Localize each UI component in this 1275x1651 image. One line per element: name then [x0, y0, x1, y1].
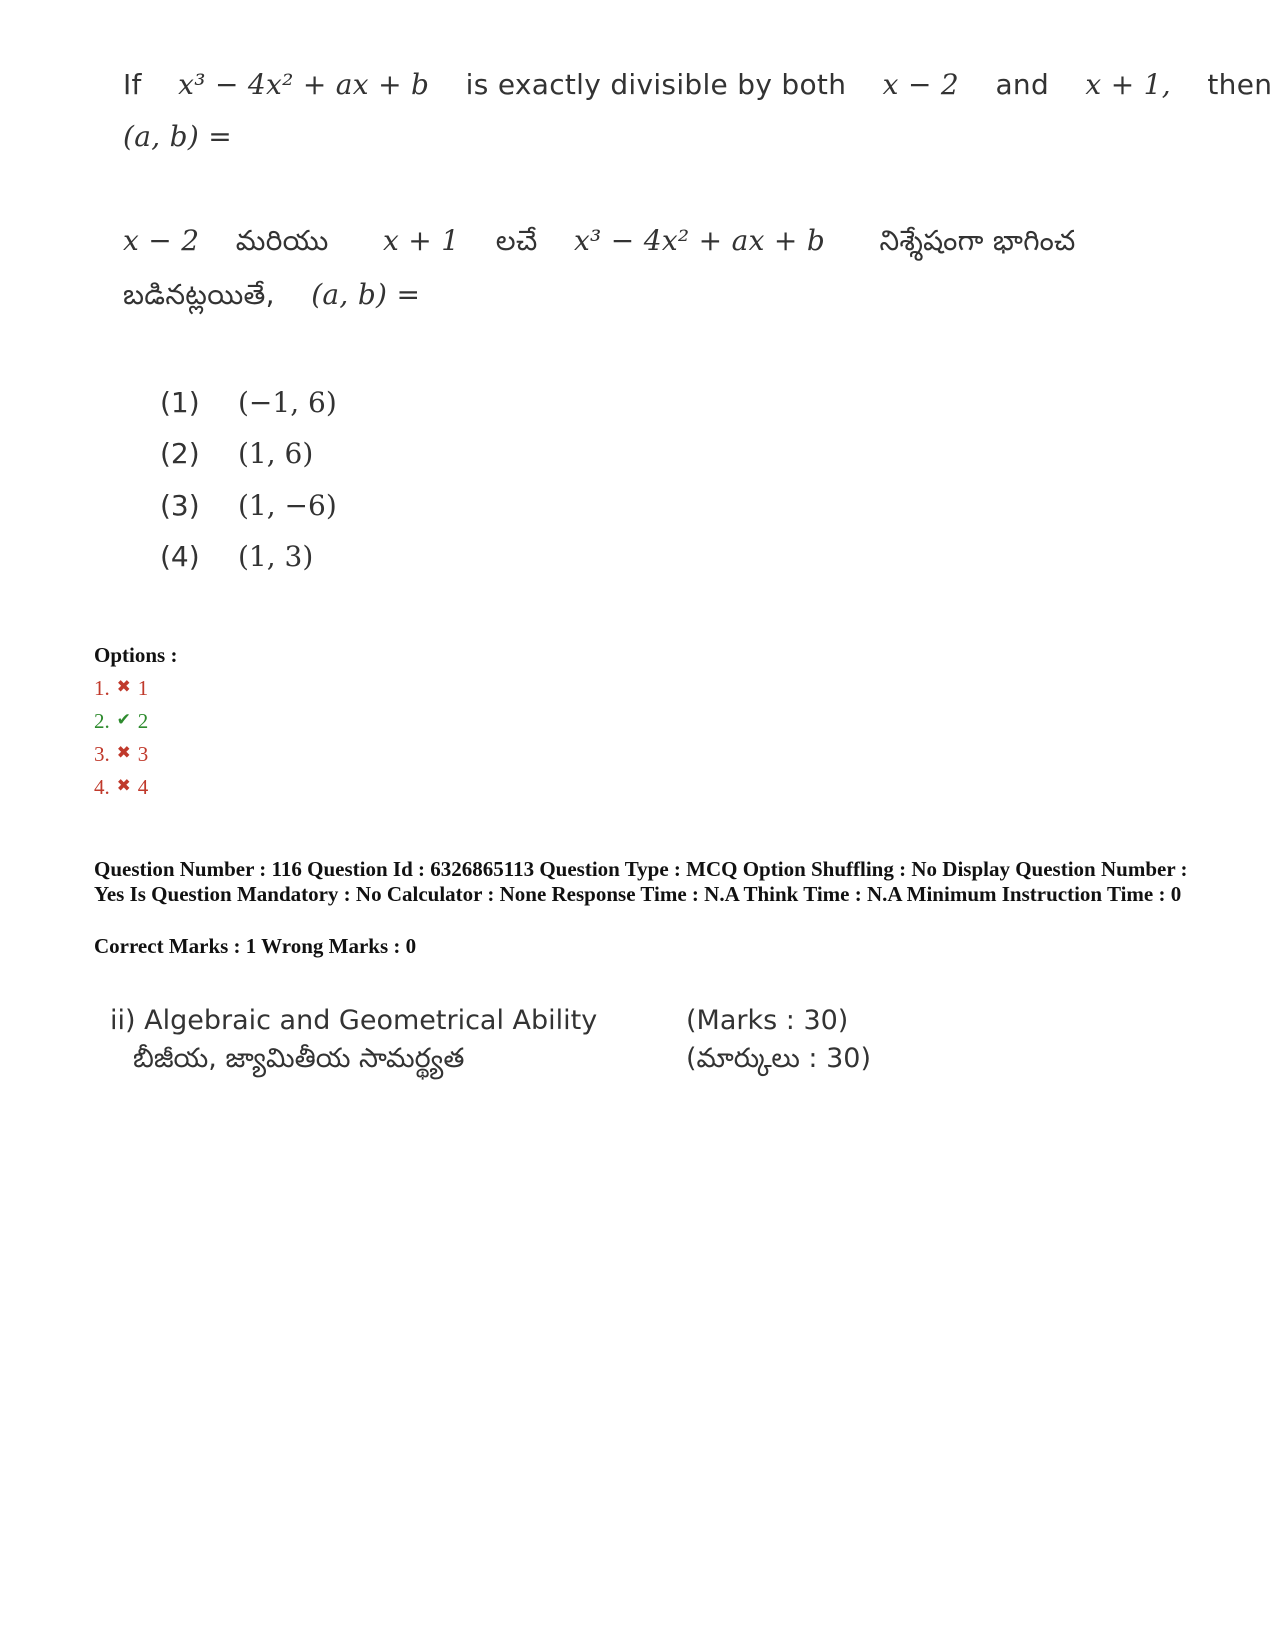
factor-1: x − 2	[882, 68, 960, 101]
choice-label: 1	[137, 676, 149, 700]
choice-label: 2	[137, 709, 149, 733]
section-title-english: ii) Algebraic and Geometrical Ability	[110, 1005, 598, 1036]
question-text: నిశ్శేషంగా భాగించ	[879, 224, 1076, 257]
cross-icon: ✖	[116, 776, 131, 795]
question-text: then	[1207, 68, 1273, 101]
question-text: లచే	[495, 224, 538, 257]
option-number: (4)	[160, 540, 200, 573]
question-text: and	[995, 68, 1050, 101]
polynomial: x³ − 4x² + ax + b	[573, 224, 826, 257]
section-marks-telugu: (మార్కులు : 30)	[686, 1043, 871, 1074]
choice-label: 4	[137, 775, 149, 799]
option-number: (1)	[160, 386, 200, 419]
polynomial: x³ − 4x² + ax + b	[178, 68, 430, 101]
options-heading: Options :	[94, 643, 178, 667]
question-text: is exactly divisible by both	[465, 68, 847, 101]
option-number: (3)	[160, 489, 200, 522]
option-number: (2)	[160, 437, 200, 470]
section-title-telugu: బీజీయ, జ్యామితీయ సామర్థ్యత	[133, 1043, 465, 1074]
choice-4	[94, 775, 148, 800]
choice-2	[94, 709, 148, 734]
question-ask: (a, b) =	[311, 278, 421, 311]
choice-1	[94, 676, 148, 701]
option-value: (1, 3)	[238, 540, 314, 573]
answer-option-1	[160, 386, 337, 419]
factor-1: x − 2	[123, 224, 200, 257]
question-text: బడినట్లయితే,	[123, 278, 275, 311]
question-ask: (a, b) =	[123, 120, 233, 153]
choice-index: 3.	[94, 742, 110, 766]
option-value: (1, 6)	[238, 437, 314, 470]
question-telugu-line-2	[123, 278, 420, 318]
question-telugu-line-1	[123, 224, 1076, 264]
question-text: If	[123, 68, 142, 101]
factor-2: x + 1,	[1085, 68, 1171, 101]
choice-index: 4.	[94, 775, 110, 799]
question-english-line-2	[123, 120, 232, 153]
answer-option-3	[160, 489, 337, 522]
answer-option-2	[160, 437, 313, 470]
factor-2: x + 1	[383, 224, 460, 257]
question-text: మరియు	[235, 224, 329, 257]
question-info: Question Number : 116 Question Id : 6326865113 Question Type : MCQ Option Shuffling : No Display Question Number : Yes Is Question Mandatory : No Calculator : None Response Time : N.A Think Time : N.A Minimum Instruction Time : 0	[94, 857, 1188, 906]
option-value: (1, −6)	[238, 489, 337, 522]
choice-index: 1.	[94, 676, 110, 700]
answer-option-4	[160, 540, 313, 573]
choice-label: 3	[137, 742, 149, 766]
option-value: (−1, 6)	[238, 386, 337, 419]
section-marks-english: (Marks : 30)	[686, 1005, 849, 1036]
choice-3	[94, 742, 148, 767]
cross-icon: ✖	[116, 743, 131, 762]
check-icon: ✔	[116, 710, 131, 729]
choice-index: 2.	[94, 709, 110, 733]
marks-info: Correct Marks : 1 Wrong Marks : 0	[94, 934, 417, 958]
question-english-line-1	[123, 68, 1272, 101]
cross-icon: ✖	[116, 677, 131, 696]
